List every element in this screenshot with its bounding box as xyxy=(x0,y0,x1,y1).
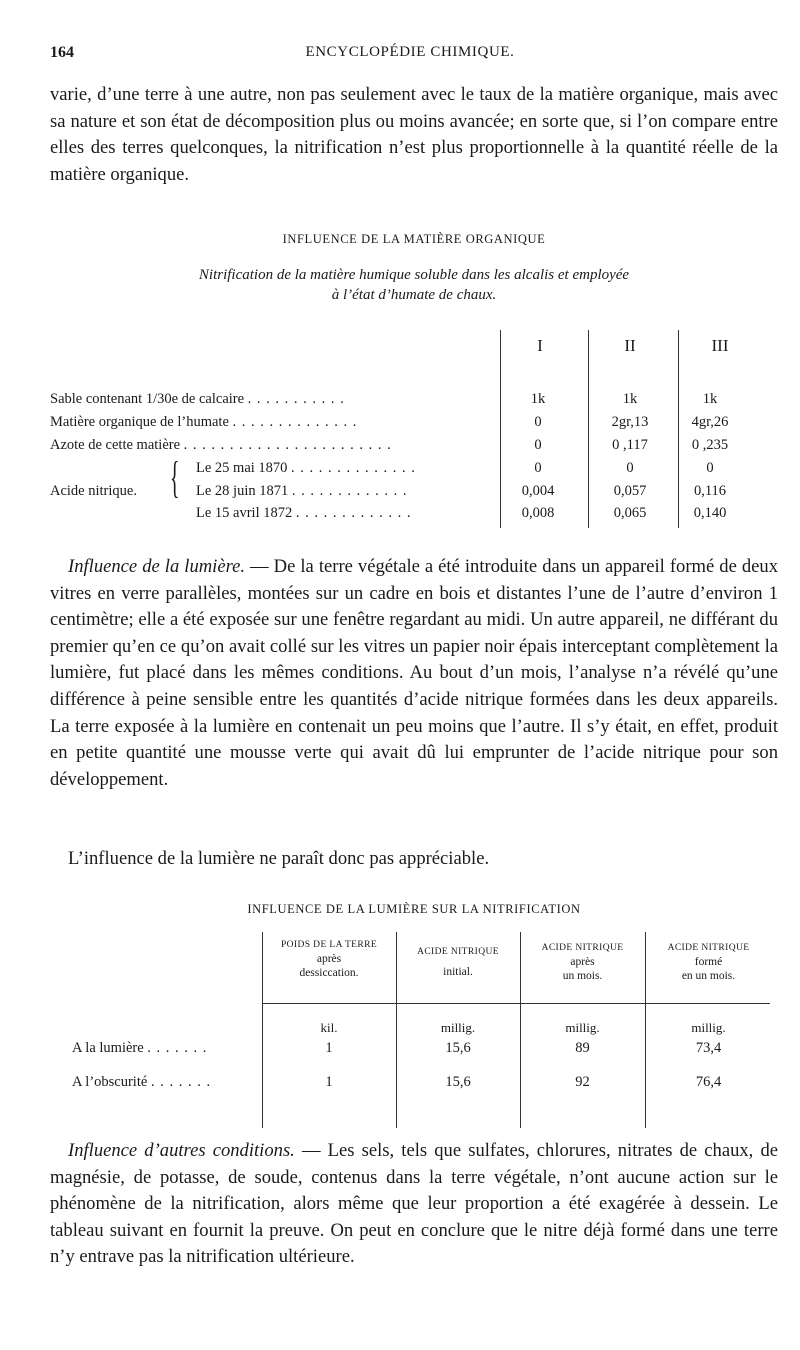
table2-row1-dots: . . . . . . . xyxy=(147,1040,208,1056)
table2-unit: kil. xyxy=(320,1020,338,1035)
table1-cell: 0 xyxy=(534,414,542,430)
table2-rule-1 xyxy=(262,932,263,1128)
table2-header-initial-line2: initial. xyxy=(443,966,473,978)
table2-header-after xyxy=(522,941,643,983)
table1-title: INFLUENCE DE LA MATIÈRE ORGANIQUE xyxy=(282,232,546,246)
table1-rule-3 xyxy=(678,330,679,528)
table1-acid-row-label xyxy=(196,505,412,522)
table1-acid3-label: Le 15 avril 1872 xyxy=(196,505,293,521)
table1-cell: 0,116 xyxy=(693,483,727,499)
table1-cell: 0,008 xyxy=(521,505,555,521)
paragraph-other-conditions-text: — Les sels, tels que sulfates, chlorures, nitrates de chaux, de magnésie, de potasse, de soude, contenus dans la terre végétale, n’ont aucune action sur le phénomène de la nitrification, alors même que leur proportion a été exagérée à dessein. Le tableau suivant en fournit la preuve. On peut en conclure que le nitre déjà formé dans une terre n’y entrave pas la nitrification ultérieure. xyxy=(50,1140,778,1268)
table1-cell: 0 ,235 xyxy=(691,437,729,453)
table1-acid1-dots: . . . . . . . . . . . . . . xyxy=(291,460,416,476)
table1-row-label xyxy=(50,437,392,454)
table1-acid2-dots: . . . . . . . . . . . . . xyxy=(291,483,408,499)
table1-rule-2 xyxy=(588,330,589,528)
table1-cell: 0,004 xyxy=(521,483,555,499)
table2-rule-3 xyxy=(520,932,521,1128)
table1-acid1-label: Le 25 mai 1870 xyxy=(196,460,288,476)
table2-header-weight-line1: POIDS DE LA TERRE xyxy=(280,940,378,950)
page-header xyxy=(50,44,770,68)
table1-acid-label: Acide nitrique. xyxy=(50,483,137,499)
table1-cell: 0,065 xyxy=(613,505,647,521)
table2-header-weight-line3: dessiccation. xyxy=(299,967,359,979)
page-number: 164 xyxy=(50,44,74,61)
table2-cell: 15,6 xyxy=(445,1040,471,1056)
table1-cell: 2gr,13 xyxy=(611,414,649,430)
table2-row-label xyxy=(72,1074,211,1091)
table2-row1-label: A la lumière xyxy=(72,1040,144,1056)
table1-row3-dots: . . . . . . . . . . . . . . . . . . . . . . . xyxy=(183,437,392,453)
paragraph-other-conditions xyxy=(50,1138,778,1271)
table2-cell: 92 xyxy=(575,1074,590,1090)
table1-cell: 0 xyxy=(534,460,542,476)
table1-cell: 0 xyxy=(626,460,634,476)
table1-cell: 0 ,117 xyxy=(612,437,648,453)
table2-unit: millig. xyxy=(691,1020,726,1035)
table1-cell: 1k xyxy=(622,391,638,407)
table2-header-initial xyxy=(398,945,518,979)
table1-col-header-2: II xyxy=(624,336,636,355)
running-title: ENCYCLOPÉDIE CHIMIQUE. xyxy=(305,44,515,60)
table2-header-rule xyxy=(262,1003,770,1004)
table1-cell: 1k xyxy=(702,391,718,407)
table2-header-after-line3: un mois. xyxy=(562,970,603,982)
paragraph-light xyxy=(50,554,778,793)
table1-cell: 4gr,26 xyxy=(691,414,729,430)
table1-col-header-1: I xyxy=(537,336,543,355)
table2-header-after-line1: ACIDE NITRIQUE xyxy=(541,943,624,953)
paragraph-light-text: — De la terre végétale a été introduite dans un appareil formé de deux vitres en verre parallèles, montées sur un cadre en bois et distantes l’une de l’autre d’environ 1 centimètre; elle a été exposée sur une fenêtre regardant au midi. Un autre appareil, ne différant du premier qu’en ce qu’on avait collé sur les vitres un papier noir épais interceptant complètement la lumière, fut placé dans les mêmes conditions. Au bout d’un mois, l’analyse n’a révélé qu’une différence à peine sensible entre les quantités d’acide nitrique formées dans les deux appareils. La terre exposée à la lumière en contenait un peu moins que l’autre. Il s’y était, en effet, produit en petite quantité une mousse verte qui avait dû lui emprunter de l’acide nitrique pour son développement. xyxy=(50,556,778,790)
table2-cell: 1 xyxy=(325,1074,333,1090)
table2-unit: millig. xyxy=(565,1020,600,1035)
table2-rule-2 xyxy=(396,932,397,1128)
table2-header-weight xyxy=(264,938,394,980)
table1-cell: 0,140 xyxy=(693,505,727,521)
table2-cell: 15,6 xyxy=(445,1074,471,1090)
table2-cell: 73,4 xyxy=(695,1040,722,1056)
table1-cell: 0 xyxy=(534,437,542,453)
table2-rule-4 xyxy=(645,932,646,1128)
table2-cell: 1 xyxy=(325,1040,333,1056)
table1-col-header-3: III xyxy=(711,336,729,355)
table1-row3-label: Azote de cette matière xyxy=(50,437,181,453)
table2-row2-dots: . . . . . . . xyxy=(150,1074,212,1090)
table1-acid3-dots: . . . . . . . . . . . . . xyxy=(295,505,412,521)
table1-row-label xyxy=(50,391,345,408)
table2-header-initial-line1: ACIDE NITRIQUE xyxy=(417,947,499,957)
table2-cell: 89 xyxy=(575,1040,590,1056)
table1-acid2-label: Le 28 juin 1871 xyxy=(196,483,289,499)
paragraph-light-conclusion: L’influence de la lumière ne paraît donc pas appréciable. xyxy=(68,848,490,869)
table2-row2-label: A l’obscurité xyxy=(72,1074,148,1090)
table1-rule-1 xyxy=(500,330,501,528)
table1-cell: 0,057 xyxy=(613,483,647,499)
table2-title: INFLUENCE DE LA LUMIÈRE SUR LA NITRIFICATION xyxy=(247,902,581,916)
table2-row-label xyxy=(72,1040,207,1057)
table1-subtitle-line2: à l’état d’humate de chaux. xyxy=(331,287,497,303)
table1-row-label xyxy=(50,414,357,431)
table1-brace: { xyxy=(170,453,180,502)
table1-cell: 1k xyxy=(530,391,546,407)
table1-row1-label: Sable contenant 1/30e de calcaire xyxy=(50,391,245,407)
table1-row2-dots: . . . . . . . . . . . . . . xyxy=(232,414,358,430)
table2-cell: 76,4 xyxy=(695,1074,722,1090)
table1-cell: 0 xyxy=(706,460,714,476)
table2-header-weight-line2: après xyxy=(316,953,342,965)
table1-acid-row-label xyxy=(196,460,416,477)
table1-acid-row-label xyxy=(196,483,407,500)
table2-header-formed-line1: ACIDE NITRIQUE xyxy=(667,943,750,953)
table2-unit: millig. xyxy=(440,1020,476,1035)
table2-header-formed-line3: en un mois. xyxy=(681,970,736,982)
paragraph-other-conditions-lead: Influence d’autres conditions. xyxy=(68,1140,295,1161)
paragraph-organic-matter: varie, d’une terre à une autre, non pas seulement avec le taux de la matière organique, mais avec sa nature et son état de décomposition plus ou moins avancée; en sorte que, si l’on compare entre elles des terres quelconques, la nitrification n’est plus proportionnelle à la quantité réelle de la matière organique. xyxy=(50,84,778,185)
paragraph-light-lead: Influence de la lumière. xyxy=(68,556,246,577)
table1-row2-label: Matière organique de l’humate xyxy=(50,414,229,430)
table1-row1-dots: . . . . . . . . . . . xyxy=(247,391,345,407)
table2-header-formed xyxy=(647,941,770,983)
table2-header-formed-line2: formé xyxy=(694,956,723,968)
table1-subtitle-line1: Nitrification de la matière humique soluble dans les alcalis et employée xyxy=(198,267,630,283)
table2-header-after-line2: après xyxy=(570,956,595,968)
